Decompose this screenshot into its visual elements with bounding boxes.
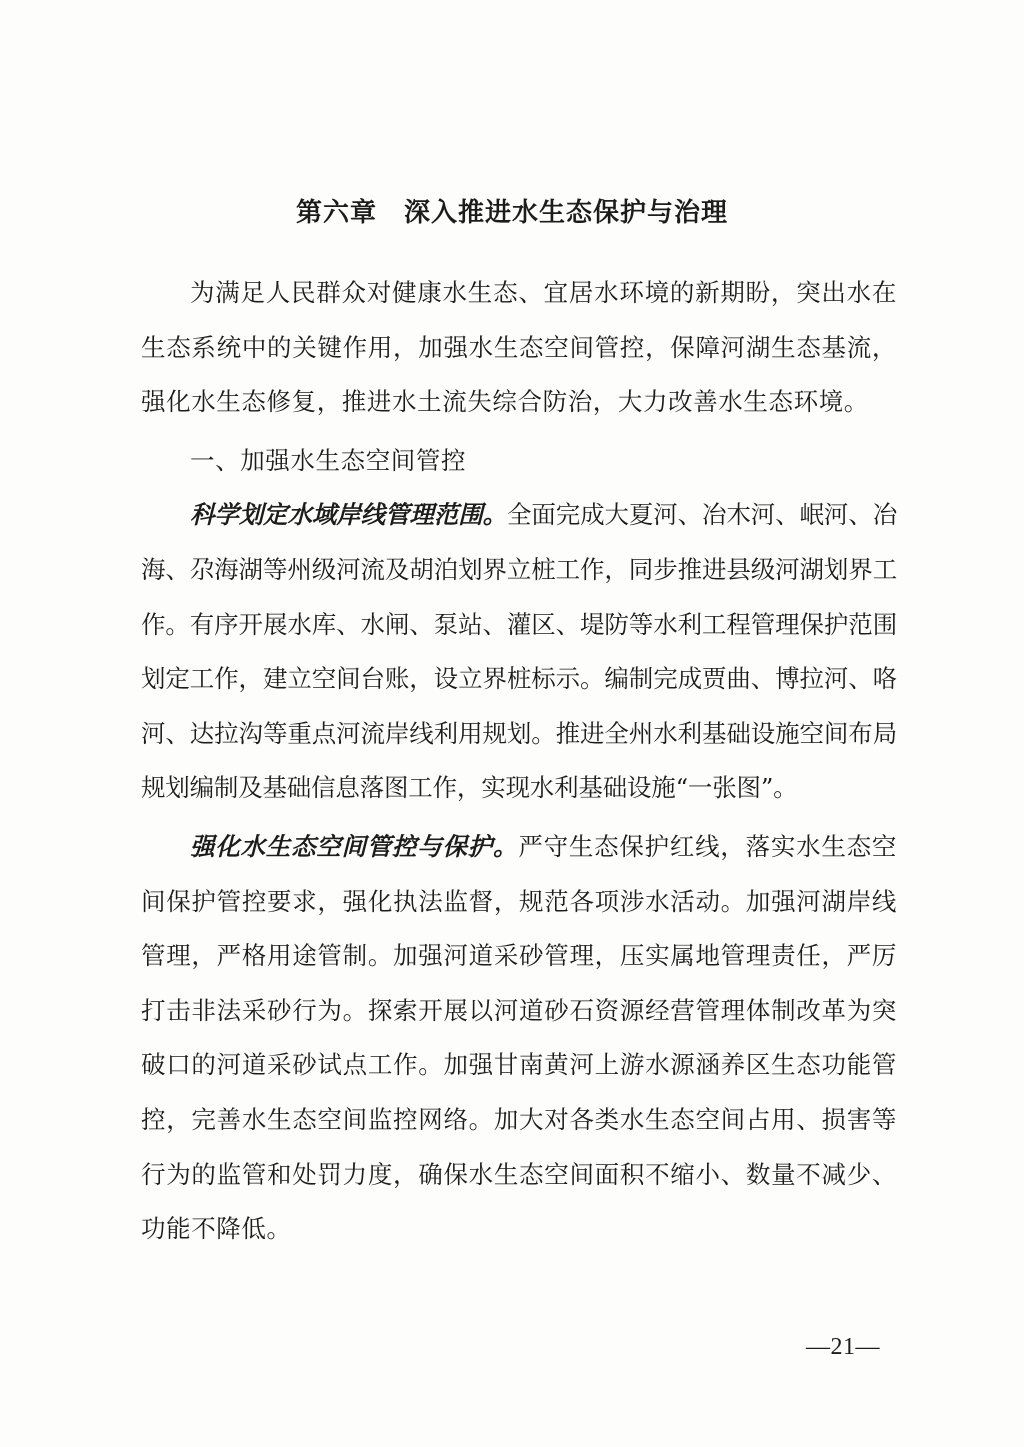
intro-paragraph: 为满足人民群众对健康水生态、宜居水环境的新期盼，突出水在生态系统中的关键作用，加强水生态空间管控，保障河湖生态基流，强化水生态修复，推进水土流失综合防治，大力改善水生态环境。 [141, 278, 897, 417]
paragraph-lead: 强化水生态空间管控与保护。 [190, 831, 519, 861]
chapter-title: 第六章 深入推进水生态保护与治理 [295, 198, 728, 228]
body-text [141, 266, 897, 1261]
page-number: —21— [806, 1334, 880, 1360]
paragraph-lead: 科学划定水域岸线管理范围。 [190, 500, 507, 530]
paragraph-text: 全面完成大夏河、冶木河、岷河、冶海、尕海湖等州级河流及胡泊划界立桩工作，同步推进县级河湖划界工作。有序开展水库、水闸、泵站、灌区、堤防等水利工程管理保护范围划定工作，建立空间台账，设立界桩标示。编制完成贾曲、博拉河、咯河、达拉沟等重点河流岸线利用规划。推进全州水利基础设施空间布局规划编制及基础信息落图工作，实现水利基础设施“一张图”。 [141, 500, 897, 803]
paragraph-shoreline-management [141, 488, 897, 816]
paragraph-space-control [141, 820, 897, 1257]
paragraph-text: 严守生态保护红线，落实水生态空间保护管控要求，强化执法监督，规范各项涉水活动。加强河湖岸线管理，严格用途管制。加强河道采砂管理，压实属地管理责任，严厉打击非法采砂行为。探索开展以河道砂石资源经营管理体制改革为突破口的河道采砂试点工作。加强甘南黄河上游水源涵养区生态功能管控，完善水生态空间监控网络。加大对各类水生态空间占用、损害等行为的监管和处罚力度，确保水生态空间面积不缩小、数量不减少、功能不降低。 [141, 831, 897, 1244]
section-heading: 一、加强水生态空间管控 [190, 445, 467, 475]
